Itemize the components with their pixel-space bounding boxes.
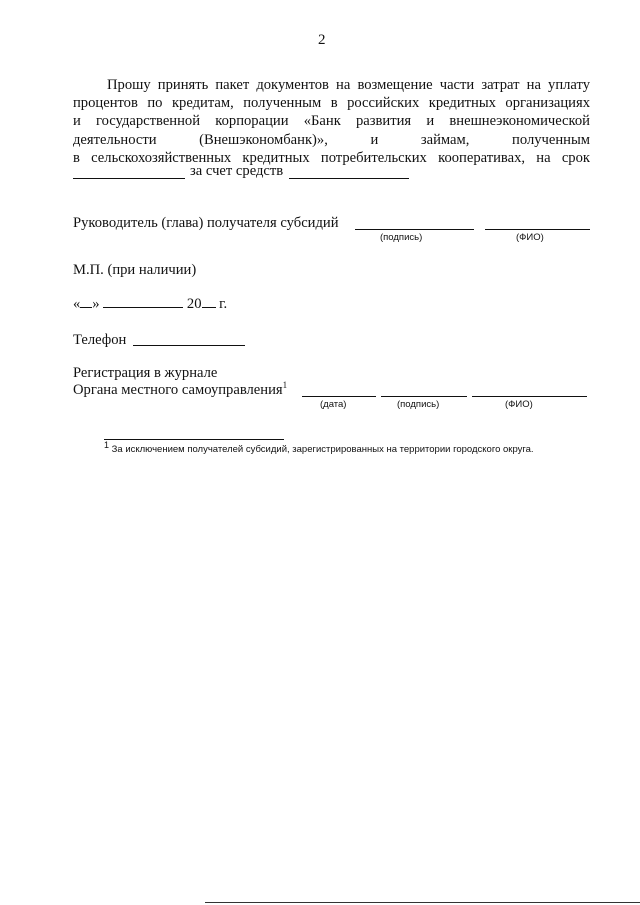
- stamp-label: М.П. (при наличии): [73, 262, 197, 278]
- paragraph-line-5: в сельскохозяйственных кредитных потребительских кооперативах, на срок: [73, 149, 590, 166]
- phone-blank-line: [133, 333, 245, 346]
- day-blank-line: [80, 296, 92, 308]
- registration-line-2: [73, 382, 287, 399]
- head-label: Руководитель (глава) получателя субсидий: [73, 215, 339, 231]
- funds-label: за счет средств: [190, 163, 284, 179]
- phone-label: Телефон: [73, 332, 127, 348]
- registration-fio-caption: (ФИО): [505, 399, 533, 410]
- registration-signature-line: [381, 384, 467, 397]
- paragraph-line-3: и государственной корпорации «Банк развития и внешнеэкономической: [73, 113, 590, 130]
- funds-blank-line: [289, 166, 409, 179]
- registration-fio-line: [472, 384, 587, 397]
- year-blank-line: [202, 296, 216, 308]
- registration-date-line: [302, 384, 376, 397]
- head-signature-line: [355, 217, 474, 230]
- head-fio-line: [485, 217, 590, 230]
- registration-line-1: Регистрация в журнале: [73, 365, 218, 381]
- paragraph-line-4: деятельности (Внешэкономбанк)», и займам, полученным: [73, 131, 590, 148]
- head-fio-caption: (ФИО): [516, 232, 544, 243]
- date-close-quote: »: [92, 296, 100, 312]
- date-open-quote: «: [73, 296, 81, 312]
- page-number: 2: [318, 32, 326, 48]
- registration-body-label: Органа местного самоуправления: [73, 382, 283, 398]
- year-prefix: 20: [186, 296, 202, 312]
- footnote: [104, 439, 534, 455]
- registration-signature-caption: (подпись): [397, 399, 440, 410]
- term-blank-line: [73, 166, 185, 179]
- bottom-scan-line: [205, 902, 640, 903]
- registration-date-caption: (дата): [320, 399, 347, 410]
- footnote-mark: 1: [104, 439, 110, 450]
- footnote-text: За исключением получателей субсидий, зарегистрированных на территории городского округа.: [111, 444, 534, 455]
- footnote-reference: 1: [282, 380, 288, 391]
- head-signature-caption: (подпись): [380, 232, 423, 243]
- request-paragraph: [73, 76, 590, 167]
- date-row: [73, 296, 227, 313]
- footnote-separator: [104, 439, 284, 440]
- month-blank-line: [103, 296, 183, 308]
- year-suffix: г.: [219, 296, 228, 312]
- paragraph-line-1: Прошу принять пакет документов на возмещение части затрат на уплату: [107, 77, 590, 93]
- paragraph-line-2: процентов по кредитам, полученным в российских кредитных организациях: [73, 95, 590, 112]
